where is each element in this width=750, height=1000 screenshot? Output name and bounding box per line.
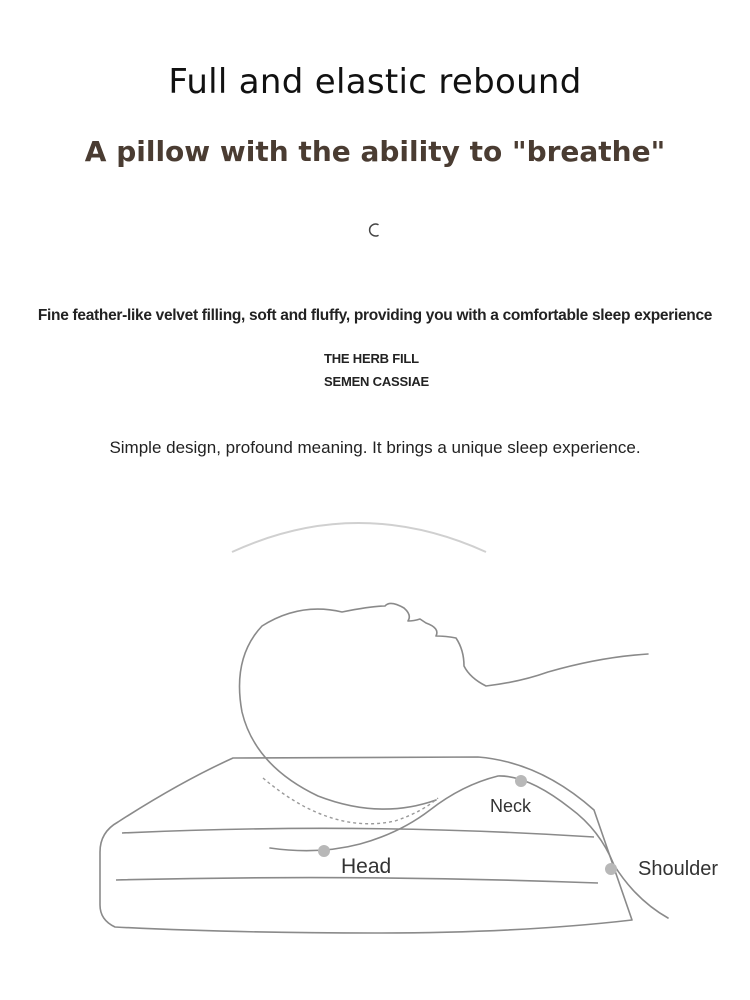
head-dashed-curve — [263, 778, 438, 824]
fill-list — [324, 347, 429, 393]
pillow-seam-bottom — [116, 878, 598, 883]
head-marker — [318, 845, 330, 857]
motion-arc — [232, 523, 486, 552]
shoulder-label: Shoulder — [638, 858, 719, 880]
headline: Full and elastic rebound — [168, 62, 582, 102]
tagline: Simple design, profound meaning. It brings a unique sleep experience. — [109, 438, 641, 457]
pillow-seam-top — [122, 828, 594, 837]
head-silhouette — [240, 603, 669, 918]
subheadline: A pillow with the ability to "breathe" — [84, 135, 666, 168]
feature-description: Fine feather-like velvet filling, soft and fluffy, providing you with a comfortable sleep experience — [37, 307, 713, 324]
pillow-diagram — [0, 500, 750, 970]
fill-list-item: THE HERB FILL — [324, 351, 419, 366]
neck-label: Neck — [490, 796, 532, 816]
fill-list-item: SEMEN CASSIAE — [324, 374, 430, 389]
pillow-outline — [100, 757, 632, 933]
shoulder-marker — [605, 863, 617, 875]
head-label: Head — [341, 855, 392, 878]
neck-marker — [515, 775, 527, 787]
loading-spinner-icon — [366, 222, 380, 238]
